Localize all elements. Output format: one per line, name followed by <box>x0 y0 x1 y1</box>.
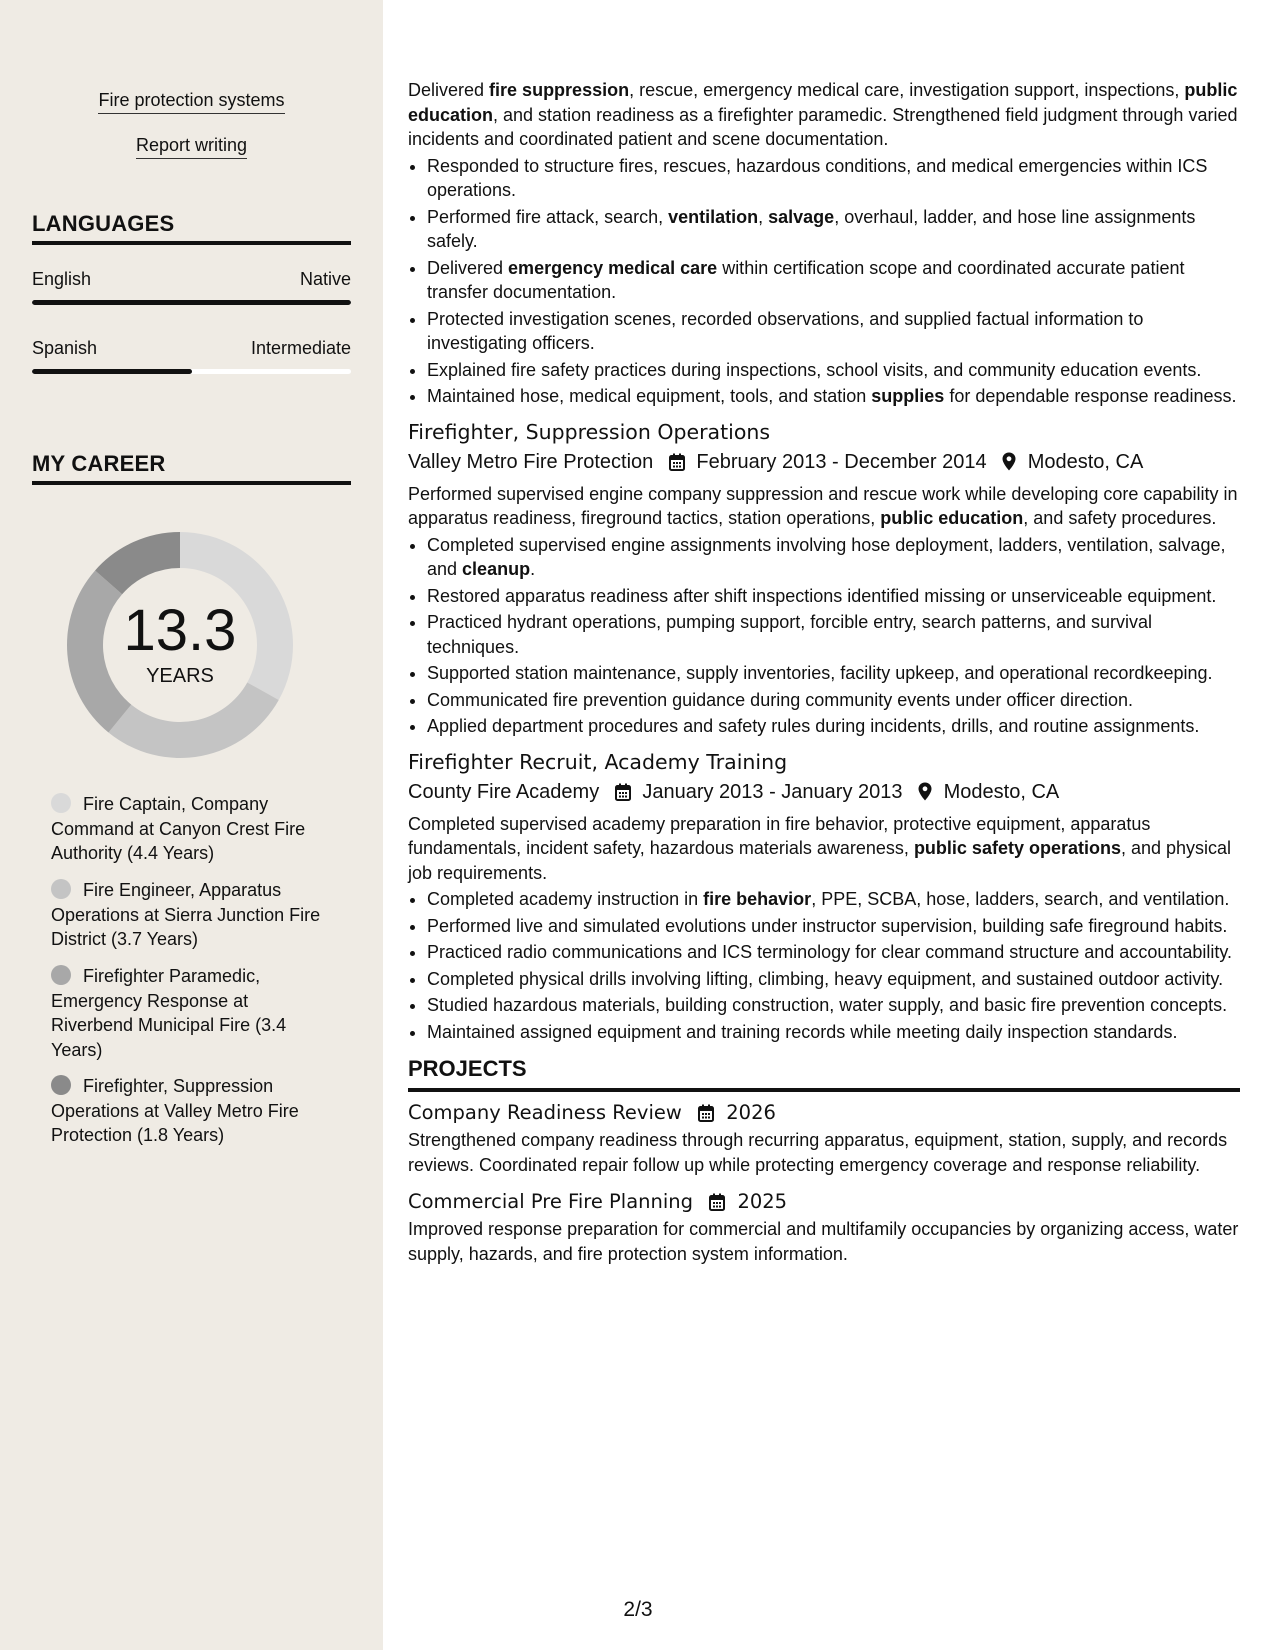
project-year: 2025 <box>737 1190 788 1213</box>
job-bullet: • Maintained hose, medical equipment, tools, and station supplies for dependable response readiness. <box>427 384 1240 409</box>
language-proficiency-fill <box>32 300 351 305</box>
job-bullet: • Protected investigation scenes, recorded observations, and supplied factual information to investigating officers. <box>427 307 1240 356</box>
skill-label: Report writing <box>136 134 247 159</box>
language-proficiency-bar <box>32 369 351 374</box>
job-meta <box>408 447 1240 477</box>
job-bullet: • Explained fire safety practices during inspections, school visits, and community education events. <box>427 358 1240 383</box>
sidebar <box>0 0 383 1650</box>
projects-heading: PROJECTS <box>408 1054 1240 1092</box>
project-header <box>408 1098 1240 1128</box>
project-entry <box>408 1098 1240 1177</box>
language-name: English <box>32 269 92 289</box>
legend-dot-icon <box>51 965 71 985</box>
legend-dot-icon <box>51 879 71 899</box>
legend-dot-icon <box>51 793 71 813</box>
job-summary: Performed supervised engine company suppression and rescue work while developing core capability in apparatus readiness, fireground tactics, station operations, public education, and safety procedures. <box>408 483 1238 528</box>
location-pin-icon <box>1002 452 1016 471</box>
career-legend-label: Firefighter, Suppression Operations at Valley Metro Fire Protection (1.8 Years) <box>51 1076 299 1145</box>
project-title: Company Readiness Review <box>408 1101 682 1124</box>
job-bullets <box>408 887 1240 1044</box>
job-bullet: • Supported station maintenance, supply inventories, facility upkeep, and operational recordkeeping. <box>427 661 1240 686</box>
calendar-icon <box>615 783 631 801</box>
career-donut-segment <box>109 682 279 758</box>
location-pin-icon <box>918 782 932 801</box>
page-number: 2/3 <box>623 1598 653 1621</box>
job-summary: Delivered fire suppression, rescue, emergency medical care, investigation support, inspections, public education, and station readiness as a firefighter paramedic. Strengthened field judgment through varied incidents and coordinated patient and scene documentation. <box>408 80 1238 149</box>
job-location: Modesto, CA <box>943 780 1060 803</box>
career-legend-label: Fire Engineer, Apparatus Operations at Sierra Junction Fire District (3.7 Years) <box>51 880 321 949</box>
career-legend-label: Firefighter Paramedic, Emergency Response at Riverbend Municipal Fire (3.4 Years) <box>51 966 287 1060</box>
job-meta <box>408 777 1240 807</box>
skill-label: Fire protection systems <box>98 89 284 114</box>
job-entry <box>408 417 1240 739</box>
career-legend-label: Fire Captain, Company Command at Canyon Crest Fire Authority (4.4 Years) <box>51 794 306 863</box>
career-heading: MY CAREER <box>32 451 351 485</box>
job-bullet: • Practiced hydrant operations, pumping support, forcible entry, search patterns, and survival techniques. <box>427 610 1240 659</box>
skill-item[interactable] <box>0 89 383 114</box>
job-bullet: • Responded to structure fires, rescues, hazardous conditions, and medical emergencies within ICS operations. <box>427 154 1240 203</box>
language-level: Intermediate <box>250 338 351 358</box>
career-total-unit: YEARS <box>146 665 214 687</box>
project-header <box>408 1187 1240 1217</box>
career-total-years: 13.3 <box>123 598 237 663</box>
job-employer: Valley Metro Fire Protection <box>408 450 654 473</box>
job-bullet: • Performed live and simulated evolutions under instructor supervision, building safe fireground habits. <box>427 914 1240 939</box>
project-year: 2026 <box>726 1101 776 1124</box>
job-bullets <box>408 533 1240 739</box>
language-proficiency-bar <box>32 300 351 305</box>
main-content <box>408 78 1240 1266</box>
skill-item[interactable] <box>0 134 383 159</box>
calendar-icon <box>698 1104 714 1122</box>
job-bullet: • Restored apparatus readiness after shift inspections identified missing or unserviceable equipment. <box>427 584 1240 609</box>
language-level: Native <box>299 269 351 289</box>
language-name: Spanish <box>32 338 98 358</box>
project-title: Commercial Pre Fire Planning <box>408 1190 694 1213</box>
job-summary: Completed supervised academy preparation in fire behavior, protective equipment, apparatus fundamentals, incident safety, hazardous materials awareness, public safety operations, and physical job requirements. <box>408 813 1232 883</box>
job-location: Modesto, CA <box>1027 450 1144 473</box>
languages-heading: LANGUAGES <box>32 211 351 245</box>
job-dates: February 2013 - December 2014 <box>696 450 987 473</box>
job-bullet: • Completed academy instruction in fire behavior, PPE, SCBA, hose, ladders, search, and ventilation. <box>427 887 1240 912</box>
job-bullet: • Studied hazardous materials, building construction, water supply, and basic fire prevention concepts. <box>427 993 1240 1018</box>
job-bullet: • Completed supervised engine assignments involving hose deployment, ladders, ventilation, salvage, and cleanup. <box>427 533 1240 582</box>
career-legend-item <box>51 792 321 866</box>
job-entry <box>408 747 1240 1045</box>
calendar-icon <box>709 1193 725 1211</box>
job-bullet: • Delivered emergency medical care within certification scope and coordinated accurate patient transfer documentation. <box>427 256 1240 305</box>
career-legend-item <box>51 878 321 952</box>
continued-job <box>408 78 1240 409</box>
language-proficiency-fill <box>32 369 192 374</box>
job-employer: County Fire Academy <box>408 780 600 803</box>
job-bullets <box>408 154 1240 409</box>
job-title: Firefighter Recruit, Academy Training <box>408 749 788 774</box>
job-bullet: • Applied department procedures and safety rules during incidents, drills, and routine assignments. <box>427 714 1240 739</box>
calendar-icon <box>669 453 685 471</box>
job-bullet: • Maintained assigned equipment and training records while meeting daily inspection standards. <box>427 1020 1240 1045</box>
job-bullet: • Performed fire attack, search, ventilation, salvage, overhaul, ladder, and hose line assignments safely. <box>427 205 1240 254</box>
job-dates: January 2013 - January 2013 <box>642 780 903 803</box>
project-description: Strengthened company readiness through recurring apparatus, equipment, station, supply, and records reviews. Coordinated repair follow up while protecting emergency coverage and response reliability. <box>408 1130 1228 1175</box>
job-title: Firefighter, Suppression Operations <box>408 419 771 444</box>
career-legend-item <box>51 964 321 1062</box>
career-legend-item <box>51 1074 321 1148</box>
job-bullet: • Completed physical drills involving lifting, climbing, heavy equipment, and sustained outdoor activity. <box>427 967 1240 992</box>
project-entry <box>408 1187 1240 1266</box>
project-description: Improved response preparation for commercial and multifamily occupancies by organizing access, water supply, hazards, and fire protection system information. <box>408 1219 1239 1264</box>
legend-dot-icon <box>51 1075 71 1095</box>
job-bullet: • Practiced radio communications and ICS terminology for clear command structure and accountability. <box>427 940 1240 965</box>
job-bullet: • Communicated fire prevention guidance during community events under officer direction. <box>427 688 1240 713</box>
